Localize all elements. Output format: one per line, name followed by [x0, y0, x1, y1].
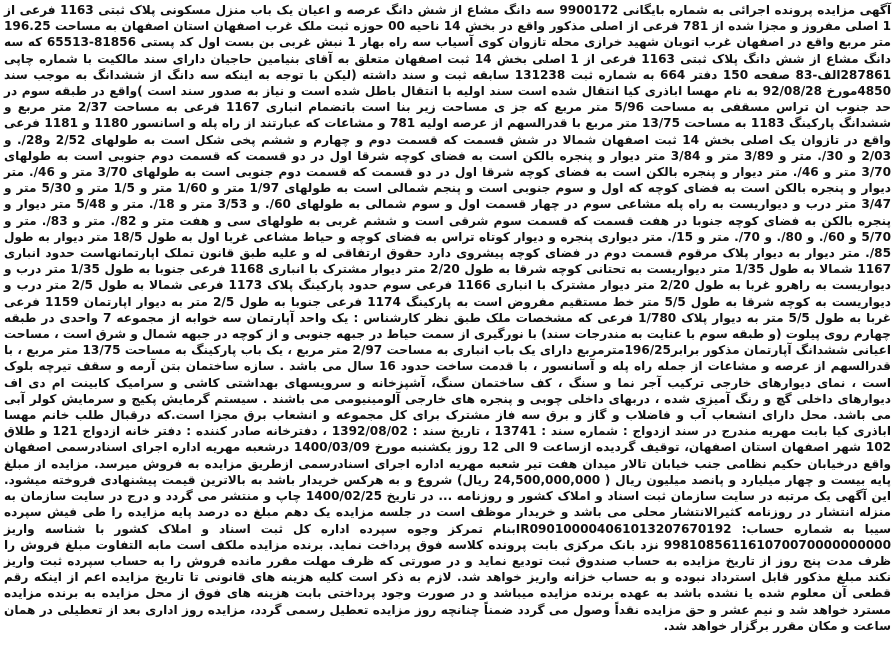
auction-notice-text: آگهی مزایده پرونده اجرائی به شماره بایگانی 9900172 سه دانگ مشاع از شش دانگ عرصه و اعیان یک باب منزل مسکونی پلاک ثبتی 1163 فرعی از 1 اصلی مفروز و مجزا شده از 781 فرعی از اصلی مذکور واقع در بخش 14 ناحیه 00 حوزه ثبت ملک غرب اصفهان استان اصفهان به مساحت 196.25 متر مربع واقع در اصفهان غرب اتوبان شهید خرازی محله تازوان کوی آسیاب سه راه بهار 1 نبش غربی بن بست اول کد پستی 81856-65513 که سه دانگ مشاع از شش دانگ پلاک ثبتی 1163 فرعی از 1 اصلی بخش 14 ثبت اصفهان متعلق به آقای بنیامین حاجیان دارای سند مالکیت با شماره چاپی 287861الف-83 صفحه 150 دفتر 664 به شماره ثبت 131238 سابقه ثبت و سند داشته (لیکن با توجه به اینکه سه دانگ از ششدانگ به موجب سند 4850مورخ 92/08/28 به نام مهسا اباذری کیا انتقال شده است سند اولیه با انتقال باطل شده است و نیاز به صدور سند است )واقع در طبقه سوم در حد جنوب ان تراس مسقفی به مساحت 5/96 متر مربع که جز ی مساحت زیر بنا است باتضمام انباری 1167 فرعی به مساحت 2/37 متر مربع و ششدانگ پارکینگ 1183 به مساحت 13/75 متر مربع با قدرالسهم از عرصه اولیه 781 و مشاعات که عبارتند از راه پله و اسانسور 1180 و 1181 فرعی واقع در تازوان یک اصلی بخش 14 ثبت اصفهان شمالا در شش قسمت که قسمت دوم و چهارم و ششم پخی شکل است به طولهای 2/52 و28/. و 2/03 و 30/. متر و 3/89 متر و 3/84 متر دیوار و پنجره بالکن است به فضای کوچه شرقا اول در دو قسمت که قسمت دوم جنوبی است به طولهای 3/70 متر و 46/. متر دیوار و پنجره بالکن است به فضای کوچه شرقا اول در دو قسمت که قسمت دوم جنوبی است به طولهای 3/70 متر و 46/. متر دیوار و پنجره بالکن است به فضای کوچه که اول و سوم جنوبی است و پنجم شمالی است به طولهای 1/97 متر و 1/60 متر و 1/5 متر و 5/30 متر و 3/47 متر درب و دیواریست به راه پله مشاعی سوم در چهار قسمت اول و سوم شمالی به طولهای 60/. و 3/53 متر و 18/. متر و 5/48 متر دیوار و پنجره بالکن به فضای کوچه جنوبا در هفت قسمت که قسمت سوم شرقی است و ششم غربی به طولهای سی و هفت متر و 82/. متر و 83/. متر و 5/70 و 60/. و 80/. و 70/. متر و 15/. متر دیواری پنجره و دیوار کوتاه تراس به فضای کوچه و حیاط مشاعی غربا اول به طول 18/5 متر دیوار به طول 85/. متر دیوار به دیوار پلاک مرقوم قسمت دوم در فضای کوچه پیشروی دارد حقوق ارتفاقی له و علیه طبق قانون تملک اپارتمانهاست حدود انباری 1167 شمالا به طول 1/35 متر دیواریست به تحتانی کوچه شرقا به طول 2/20 متر دیوار مشترک با انباری 1168 فرعی جنوبا به طول 1/35 متر درب و دیواریست به راهرو غربا به طول 2/20 متر دیوار مشترک با انباری 1166 فرعی سوم حدود پارکینگ پلاک 1173 فرعی شمالا به طول 2/5 متر درب و دیواریست به کوچه شرقا به طول 5/5 متر خط مستقیم مفروض است به پارکینگ 1174 فرعی جنوبا به طول 2/5 متر به دیوار اپارتمان 1159 فرعی غربا به طول 5/5 متر به دیوار پلاک 1/780 فرعی که مشخصات ملک طبق نظر کارشناس : یک واحد آپارتمان سه خوابه از مجموعه 7 واحدی در طبقه چهارم روی پیلوت (و طبقه سوم با عنایت به مندرجات سند) با نورگیری از سمت حیاط در جبهه جنوبی و از کوچه در جبهه شمال و شرق است ، مساحت اعیانی ششدانگ آپارتمان مذکور برابر196/25مترمربع دارای یک باب انباری به مساحت 2/97 متر مربع ، یک باب پارکینگ به مساحت 13/75 متر مربع ، با قدرالسهم از عرصه و مشاعات از جمله راه پله و آسانسور ، با قدمت ساخت حدود 16 سال می باشد . سازه ساختمان بتن آرمه و سقف تیرچه بلوک است ، نمای دیوارهای خارجی ترکیب آجر نما و سنگ ، کف ساختمان سنگ، آشپزخانه و سرویسهای بهداشتی کاشی و سرامیک کابینت ام دی اف دیوارهای داخلی گچ و رنگ آمیزی شده ، دربهای داخلی چوبی و پنجره های خارجی آلومینیومی می باشند . سیستم گرمایش پکیج و سرمایش کولر آبی می باشد. محل دارای انشعاب آب و فاضلاب و گاز و برق سه فاز مشترک برای کل مجموعه و انشعاب برق مجزا است.که درقبال طلب خانم مهسا اباذری کیا بابت مهریه مندرج در سند ازدواج : شماره سند : 13741 ، تاریخ سند : 1392/08/02 ، دفترخانه صادر کننده : دفتر خانه ازدواج 121 و طلاق 102 شهر اصفهان استان اصفهان، توقیف گردیده ازساعت 9 الی 12 روز یکشنبه مورخ 1400/03/09 درشعبه مهریه اداره اجرای اسنادرسمی اصفهان واقع درخیابان حکیم نظامی جنب خیابان تالار میدان هفت تیر شعبه مهریه اداره اجرای اسنادرسمی ازطریق مزایده به فروش میرسد. مزایده از مبلغ پایه بیست و چهار میلیارد و پانصد میلیون ریال ( 24,500,000,000 ریال) شروع و به هرکس خریدار باشد به بالاترین قیمت پیشنهادی فروخته میشود. این آگهی یک مرتبه در سایت سازمان ثبت اسناد و املاک کشور و روزنامه ... در تاریخ 1400/02/25 چاپ و منتشر می گردد و درج در سایت سازمان به منزله انتشار در روزنامه کثیرالانتشار محلی می باشد و خریدار موظف است در جلسه مزایده یک دهم مبلغ ده درصد پایه مزایده را طی فیش سپرده سیبا به شماره حساب: IR090100004061013207670192بنام تمرکز وجوه سپرده اداره کل ثبت اسناد و املاک کشور با شناسه واریز 998108561161070070000000000 نزد بانک مرکزی بابت پرونده کلاسه فوق پرداخت نماید. برنده مزایده ملکف است مابه التفاوت مبلغ فروش را ظرف مدت پنج روز از تاریخ مزایده به حساب صندوق ثبت تودیع نماید و در صورتی که ظرف مهلت مقرر مانده فروش را به حساب سپرده ثبت واریز نکند مبلغ مذکور قابل استرداد نبوده و به حساب خزانه واریز خواهد شد. لازم به ذکر است کلیه هزینه های قانونی تا تاریخ مزایده اعم از اینکه رقم قطعی آن معلوم شده یا نشده باشد به عهده برنده مزایده میباشد و در صورت وجود پرداختی بابت هزینه های فوق از محل مزایده به برنده مزایده مسترد خواهد شد و نیم عشر و حق مزایده نقداً وصول می گردد ضمناً چنانچه روز مزایده تعطیل رسمی گردد، مزایده روز اداری بعد از تعطیلی در همان ساعت و مکان مقرر برگزار خواهد شد.: [4, 3, 892, 633]
